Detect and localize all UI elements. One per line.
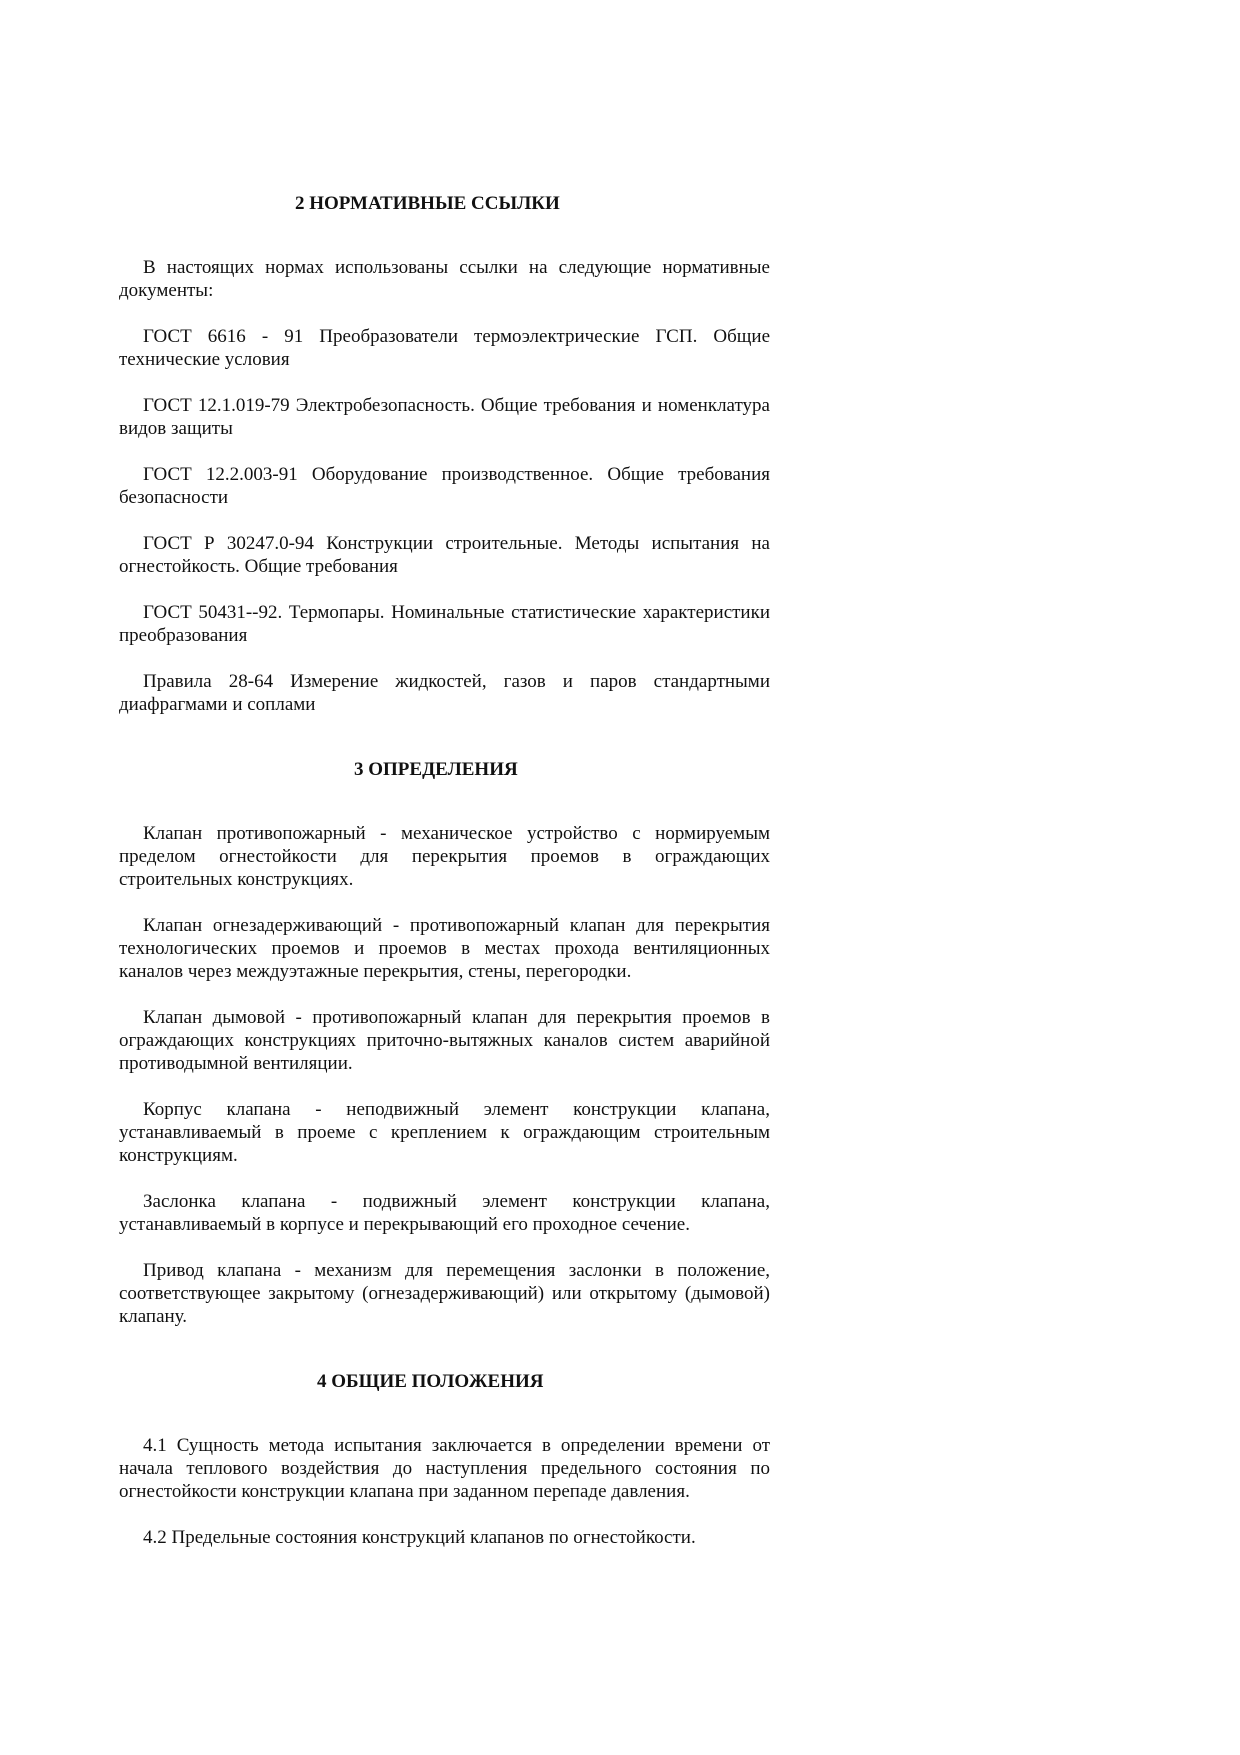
paragraph: ГОСТ Р 30247.0-94 Конструкции строительные. Методы испытания на огнестойкость. Общие требования xyxy=(119,533,770,577)
paragraph: Привод клапана - механизм для перемещения заслонки в положение, соответствующее закрытому (огнезадерживающий) или открытому (дымовой) клапану. xyxy=(119,1260,770,1327)
section-heading-general-provisions: 4 ОБЩИЕ ПОЛОЖЕНИЯ xyxy=(317,1371,544,1392)
paragraph: Корпус клапана - неподвижный элемент конструкции клапана, устанавливаемый в проеме с креплением к ограждающим строительным конструкциям. xyxy=(119,1099,770,1166)
section-heading-definitions: 3 ОПРЕДЕЛЕНИЯ xyxy=(354,759,518,780)
paragraph: Клапан дымовой - противопожарный клапан для перекрытия проемов в ограждающих конструкциях приточно-вытяжных каналов систем аварийной противодымной вентиляции. xyxy=(119,1007,770,1074)
paragraph: 4.2 Предельные состояния конструкций клапанов по огнестойкости. xyxy=(143,1527,696,1548)
paragraph: В настоящих нормах использованы ссылки на следующие нормативные документы: xyxy=(119,257,770,301)
document-page xyxy=(119,192,770,1549)
paragraph: ГОСТ 6616 - 91 Преобразователи термоэлектрические ГСП. Общие технические условия xyxy=(119,326,770,370)
paragraph: 4.1 Сущность метода испытания заключается в определении времени от начала теплового воздействия до наступления предельного состояния по огнестойкости конструкции клапана при заданном перепаде давления. xyxy=(119,1435,770,1502)
paragraph: Заслонка клапана - подвижный элемент конструкции клапана, устанавливаемый в корпусе и перекрывающий его проходное сечение. xyxy=(119,1191,770,1235)
paragraph: Клапан огнезадерживающий - противопожарный клапан для перекрытия технологических проемов и проемов в местах прохода вентиляционных каналов через междуэтажные перекрытия, стены, перегородки. xyxy=(119,915,770,982)
paragraph: Правила 28-64 Измерение жидкостей, газов и паров стандартными диафрагмами и соплами xyxy=(119,671,770,715)
paragraph: ГОСТ 50431--92. Термопары. Номинальные статистические характеристики преобразования xyxy=(119,602,770,646)
section-heading-normative-references: 2 НОРМАТИВНЫЕ ССЫЛКИ xyxy=(295,193,560,214)
paragraph: ГОСТ 12.1.019-79 Электробезопасность. Общие требования и номенклатура видов защиты xyxy=(119,395,770,439)
paragraph: Клапан противопожарный - механическое устройство с нормируемым пределом огнестойкости для перекрытия проемов в ограждающих строительных конструкциях. xyxy=(119,823,770,890)
paragraph: ГОСТ 12.2.003-91 Оборудование производственное. Общие требования безопасности xyxy=(119,464,770,508)
